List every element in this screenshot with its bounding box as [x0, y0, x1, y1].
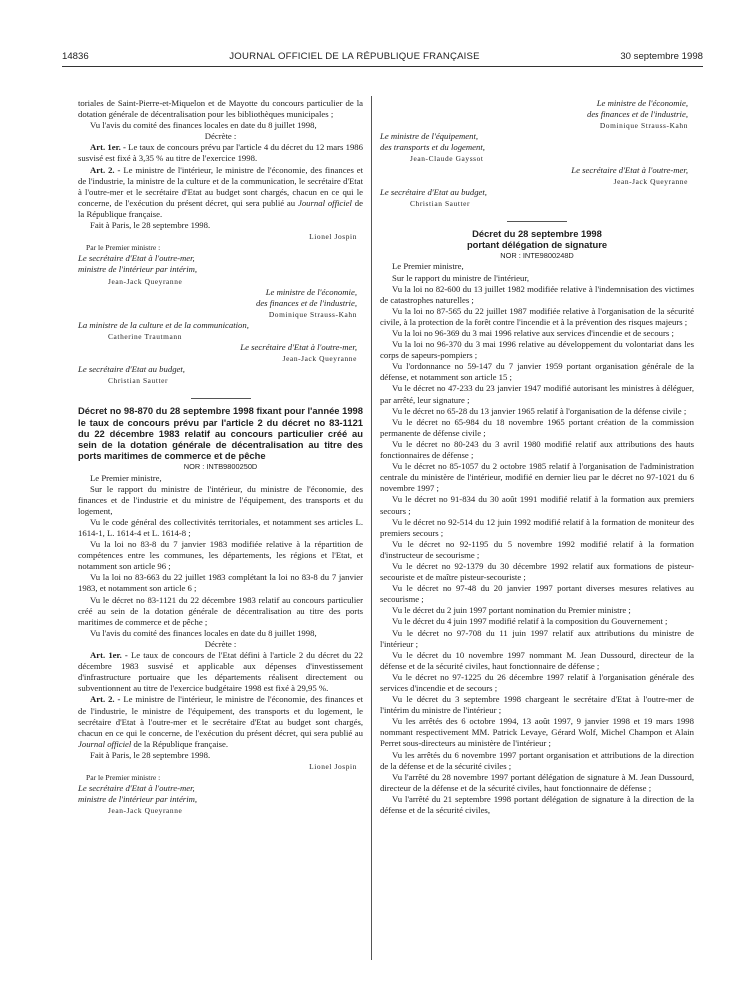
journal-title: JOURNAL OFFICIEL DE LA RÉPUBLIQUE FRANÇAISE [229, 50, 480, 62]
visa-paragraph: Vu le décret du 2 juin 1997 portant nomination du Premier ministre ; [392, 605, 631, 616]
paragraph: Vu la loi no 83-8 du 7 janvier 1983 modifiée relative à la répartition de compétences entre les communes, les départements, les régions et l'Etat, et notamment son article 96 ; [78, 539, 363, 572]
paragraph: Sur le rapport du ministre de l'intérieur, du ministre de l'économie, des finances et de l'industrie et du ministre de l'équipement, des transports et du logement, [78, 483, 363, 516]
paragraph: Vu l'avis du comité des finances locales en date du 8 juillet 1998, [90, 120, 317, 131]
signatory-name: Lionel Jospin [309, 232, 357, 242]
visa-paragraph: Vu le décret no 97-1225 du 26 décembre 1997 relatif à l'organisation générale des services d'incendie et de secours ; [380, 671, 694, 693]
signatory-title: ministre de l'intérieur par intérim, [78, 794, 198, 805]
column-divider [371, 96, 372, 960]
visa-list [380, 261, 694, 816]
visa-paragraph: Vu le décret no 65-28 du 13 janvier 1965 relatif à l'organisation de la défense civile ; [392, 405, 687, 416]
visa-paragraph: Vu le décret no 65-984 du 18 novembre 1965 portant création de la commission permanente de défense civile ; [380, 416, 694, 438]
par-le-premier-ministre: Par le Premier ministre : [86, 243, 161, 253]
article-1 [78, 142, 363, 164]
visa-paragraph: Vu le décret no 92-1379 du 30 décembre 1992 relatif aux formations de pisteur-secouriste et de maître pisteur-secouriste ; [380, 560, 694, 583]
paragraph: Vu l'avis du comité des finances locales en date du 8 juillet 1998, [90, 627, 317, 638]
visa-paragraph: Vu le décret du 10 novembre 1997 nommant M. Jean Dussourd, directeur de la défense et de la sécurité civiles, haut fonctionnaire de défense ; [380, 649, 694, 671]
visa-paragraph: Vu les arrêtés du 6 novembre 1997 portant organisation et attributions de la direction de la défense et de la sécurité civiles ; [380, 749, 694, 771]
issue-date: 30 septembre 1998 [620, 50, 703, 62]
paragraph: Le Premier ministre, [90, 472, 162, 483]
decree-title: Décret no 98-870 du 28 septembre 1998 fixant pour l'année 1998 le taux de concours prévu par l'article 2 du décret no 83-1121 du 22 décembre 1983 relatif au concours particulier créé au sein de la dotation générale de décentralisation au titre des ports maritimes de commerce et de pêche [78, 405, 363, 462]
signatory-name: Jean-Jack Queyranne [282, 354, 357, 364]
section-separator [507, 221, 567, 222]
article-label: Art. 2. - [90, 164, 121, 175]
decrete-heading: Décrète : [204, 638, 237, 649]
paragraph: Vu la loi no 83-663 du 22 juillet 1983 complétant la loi no 83-8 du 7 janvier 1983, et notamment son article 6 ; [78, 572, 363, 594]
header-rule [62, 66, 703, 67]
signatory-name: Christian Sautter [410, 198, 471, 208]
decrete-heading: Décrète : [204, 131, 237, 142]
signatory-name: Dominique Strauss-Kahn [599, 121, 688, 131]
paragraph: toriales de Saint-Pierre-et-Miquelon et de Mayotte du concours particulier de la dotation générale de décentralisation pour les bibliothèques municipales ; [78, 98, 363, 120]
decree-title-line: Décret du 28 septembre 1998 [472, 227, 602, 239]
journal-officiel-ref: Journal officiel [297, 197, 352, 208]
visa-paragraph: Vu le décret no 97-48 du 20 janvier 1997 portant diverses mesures relatives au secourisme ; [380, 583, 694, 605]
article-text: Le ministre de l'intérieur, le ministre de l'économie, des finances et de l'industrie, la ministre de la culture et de la communication, le secrétaire d'Etat à l'outre-mer et le secrétaire d'Etat au budget sont chargés, chacun en ce qui le concerne, de l'exécution du présent décret, qui sera publié au [78, 164, 364, 208]
signatory-title: Le secrétaire d'Etat au budget, [380, 186, 487, 197]
signatory-name: Christian Sautter [108, 376, 169, 386]
article-label: Art. 1er. - [90, 650, 128, 661]
nor-reference: NOR : INTB9800250D [183, 462, 258, 472]
signatory-name: Jean-Jack Queyranne [108, 806, 183, 816]
visa-paragraph: Vu l'ordonnance no 59-147 du 7 janvier 1959 portant organisation générale de la défense, et notamment son article 15 ; [380, 361, 694, 383]
signatory-title: Le ministre de l'économie, [265, 286, 357, 297]
signatory-name: Jean-Jack Queyranne [613, 176, 688, 186]
article-2 [78, 165, 363, 220]
article-text: de la République française. [131, 738, 229, 749]
left-column [78, 98, 363, 816]
article-text: Le taux de concours de l'Etat défini à l'article 2 du décret du 22 décembre 1983 susvisé et applicable aux dépenses d'investissement d'infrastructure portuaire que les départements réalisent directement ou subventionnent au titre de l'exercice budgétaire 1998 est fixé à 29,95 %. [78, 650, 363, 694]
signatory-name: Jean-Claude Gayssot [410, 154, 484, 164]
right-column [380, 98, 694, 816]
visa-paragraph: Vu le décret no 91-834 du 30 août 1991 modifié relatif à la formation aux premiers secours ; [380, 494, 694, 516]
nor-reference: NOR : INTE9800248D [500, 251, 574, 261]
visa-paragraph: Vu la loi no 96-369 du 3 mai 1996 relative aux services d'incendie et de secours ; [392, 328, 674, 338]
signatory-name: Jean-Jack Queyranne [108, 276, 183, 286]
signatory-name: Lionel Jospin [309, 761, 357, 771]
article-2 [78, 694, 363, 749]
fait-a-paris: Fait à Paris, le 28 septembre 1998. [90, 749, 211, 760]
signatory-title: des finances et de l'industrie, [255, 297, 357, 308]
article-text: Le taux de concours prévu par l'article 4 du décret du 12 mars 1986 susvisé est fixé à 3,35 % au titre de l'exercice 1998. [78, 142, 363, 164]
visa-paragraph: Vu le décret no 85-1057 du 2 octobre 1985 relatif à l'organisation de l'administration centrale du ministère de l'intérieur, modifié en dernier lieu par le décret no 97-1021 du 6 novembre 1997 ; [380, 461, 694, 494]
decree-title-line: portant délégation de signature [466, 239, 608, 251]
signatory-title: Le ministre de l'équipement, [380, 131, 479, 142]
par-le-premier-ministre: Par le Premier ministre : [86, 773, 161, 783]
visa-paragraph: Vu le décret no 92-514 du 12 juin 1992 modifié relatif à la formation de moniteur des premiers secours ; [380, 516, 694, 538]
signatory-title: Le ministre de l'économie, [596, 98, 688, 108]
visa-paragraph: Vu les arrêtés des 6 octobre 1994, 13 août 1997, 9 janvier 1998 et 19 mars 1998 nommant respectivement MM. Patrick Levaye, Gérard Wolf, Michel Champon et Alain Perret sous-directeurs au ministère de l'intérieur ; [380, 716, 694, 749]
visa-paragraph: Le Premier ministre, [392, 261, 464, 272]
paragraph: Vu le décret no 83-1121 du 22 décembre 1983 relatif au concours particulier créé au sein de la dotation générale de décentralisation au titre des ports maritimes de commerce et de pêche ; [78, 594, 363, 627]
visa-paragraph: Vu le décret no 47-233 du 23 janvier 1947 modifié autorisant les ministres à déléguer, par arrêté, leur signature ; [380, 383, 694, 405]
page-number: 14836 [62, 50, 89, 62]
article-text: Le ministre de l'intérieur, le ministre de l'économie, des finances et de l'industrie, le ministre de l'équipement, des transports et du logement, le secrétaire d'Etat à l'outre-mer et le secrétaire d'Etat au budget sont chargés, chacun en ce qui le concerne, de l'exécution du présent décret, qui sera publié au [78, 694, 364, 738]
signatory-title: Le secrétaire d'Etat à l'outre-mer, [240, 342, 357, 353]
visa-paragraph: Vu la loi no 96-370 du 3 mai 1996 relative au développement du volontariat dans les corps de sapeurs-pompiers ; [380, 339, 694, 361]
page-header [62, 46, 703, 66]
journal-officiel-ref: Journal officiel [78, 738, 132, 749]
signatory-name: Catherine Trautmann [108, 331, 183, 341]
signatory-title: Le secrétaire d'Etat à l'outre-mer, [571, 164, 688, 175]
signatory-title: Le secrétaire d'Etat au budget, [78, 364, 185, 375]
visa-paragraph: Vu le décret no 97-708 du 11 juin 1997 relatif aux attributions du ministre de l'intérieur ; [380, 627, 694, 649]
visa-paragraph: Sur le rapport du ministre de l'intérieur, [392, 272, 530, 283]
signatory-title: des finances et de l'industrie, [586, 109, 688, 120]
fait-a-paris: Fait à Paris, le 28 septembre 1998. [90, 220, 211, 231]
signatory-title: ministre de l'intérieur par intérim, [78, 264, 198, 275]
visa-paragraph: Vu l'arrêté du 28 novembre 1997 portant délégation de signature à M. Jean Dussourd, directeur de la défense et de la sécurité civiles, haut fonctionnaire de défense ; [380, 771, 694, 793]
paragraph: Vu le code général des collectivités territoriales, et notamment ses articles L. 1614-1, L. 1614-4 et L. 1614-8 ; [78, 516, 363, 539]
signatory-title: La ministre de la culture et de la communication, [78, 319, 249, 330]
visa-paragraph: Vu la loi no 82-600 du 13 juillet 1982 modifiée relative à l'indemnisation des victimes de catastrophes naturelles ; [380, 283, 694, 305]
article-1 [78, 650, 363, 694]
signatory-title: Le secrétaire d'Etat à l'outre-mer, [78, 253, 195, 264]
signatory-title: des transports et du logement, [380, 142, 485, 153]
signatory-name: Dominique Strauss-Kahn [268, 309, 357, 319]
visa-paragraph: Vu la loi no 87-565 du 22 juillet 1987 modifiée relative à l'organisation de la sécurité civile, à la protection de la forêt contre l'incendie et à la prévention des risques majeurs ; [380, 305, 694, 327]
visa-paragraph: Vu le décret du 3 septembre 1998 chargeant le secrétaire d'Etat à l'outre-mer de l'intérim du ministre de l'intérieur ; [380, 694, 694, 716]
article-label: Art. 2. - [90, 694, 121, 705]
visa-paragraph: Vu le décret no 80-243 du 3 avril 1980 modifié relatif aux attributions des hauts fonctionnaires de défense ; [380, 438, 694, 461]
visa-paragraph: Vu l'arrêté du 21 septembre 1998 portant délégation de signature à la direction de la défense et de la sécurité civiles, [380, 793, 694, 816]
visa-paragraph: Vu le décret no 92-1195 du 5 novembre 1992 modifié relatif à la formation d'instructeur de secourisme ; [380, 538, 694, 560]
signatory-title: Le secrétaire d'Etat à l'outre-mer, [78, 783, 195, 794]
article-label: Art. 1er. - [90, 142, 126, 153]
section-separator [191, 398, 251, 399]
article-text: de la République française. [78, 197, 363, 219]
visa-paragraph: Vu le décret du 4 juin 1997 modifié relatif à la composition du Gouvernement ; [392, 616, 668, 627]
